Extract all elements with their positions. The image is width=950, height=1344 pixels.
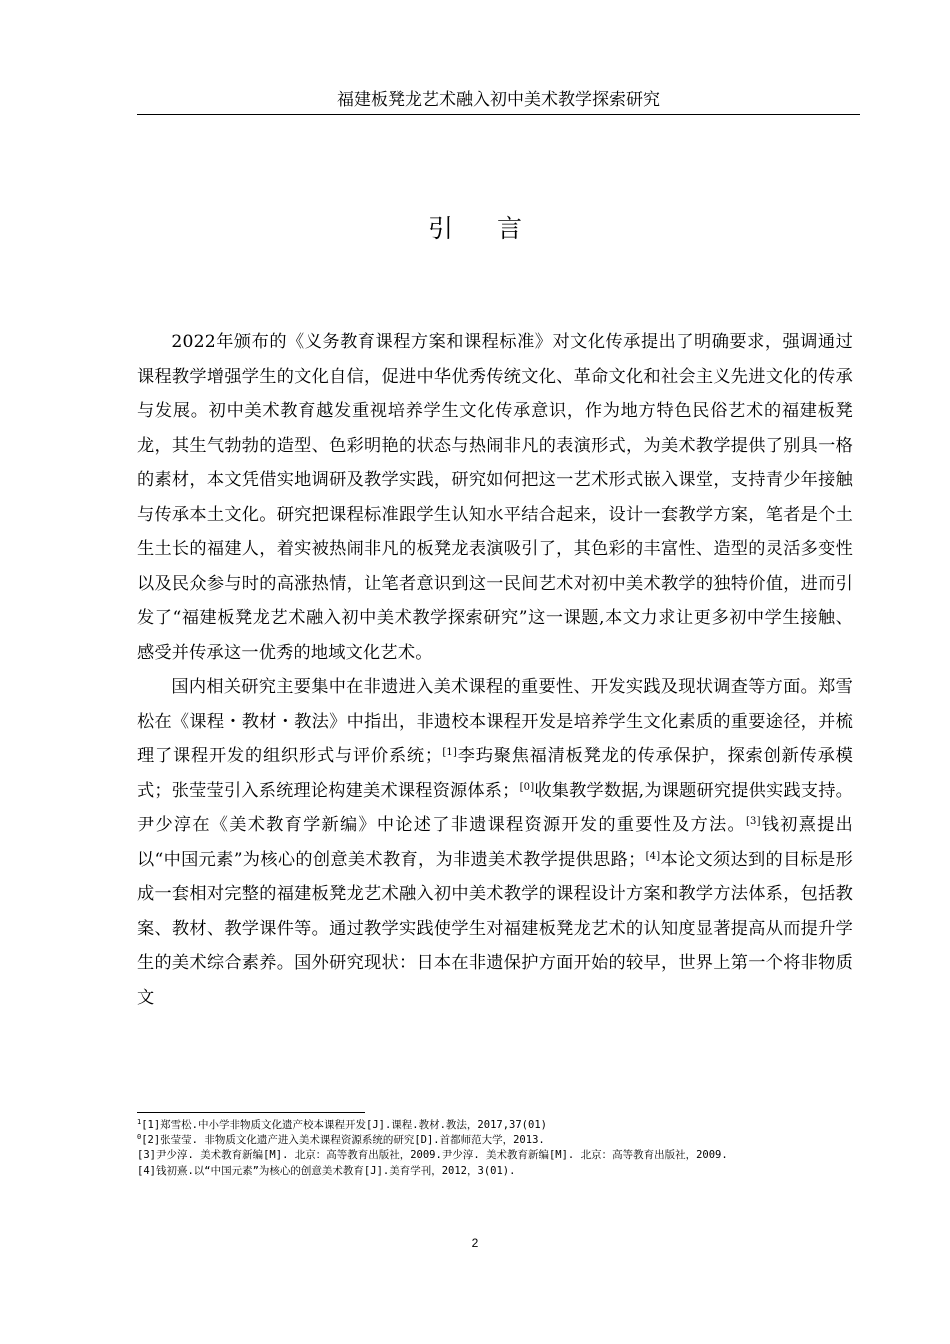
page-number: 2 xyxy=(471,1236,479,1250)
body-text xyxy=(137,325,853,1015)
paragraph-2-text: 收集教学数据,为课题研究提供实践支持。尹少淳在《美术教育学新编》中论述了非遗课程资源开发的重要性及方法。 xyxy=(137,780,853,835)
footnote-2 xyxy=(137,1133,853,1148)
header-rule xyxy=(137,114,860,115)
footnote-text: [3]尹少淳. 美术教育新编[M]. 北京：高等教育出版社，2009.尹少淳. 美术教育新编[M]. 北京：高等教育出版社，2009. xyxy=(137,1149,728,1162)
section-title: 引言 xyxy=(427,214,566,243)
paragraph-2-text: 钱初熹提出以“中国元素”为核心的创意美术教育，为非遗美术教学提供思路； xyxy=(137,815,853,870)
paragraph-2-text: 李玙聚焦福清板凳龙的传承保护，探索创新传承模式；张莹莹引入系统理论构建美术课程资源体系； xyxy=(137,746,853,801)
footnote-4 xyxy=(137,1164,853,1179)
paragraph-2-text: 本论文须达到的目标是形成一套相对完整的福建板凳龙艺术融入初中美术教学的课程设计方案和教学方法体系，包括教案、教材、教学课件等。通过教学实践使学生对福建板凳龙艺术的认知度显著提高从而提升学生的美术综合素养。国外研究现状：日本在非遗保护方面开始的较早，世界上第一个将非物质文 xyxy=(137,849,854,1008)
footnotes xyxy=(137,1118,853,1179)
footnote-mark: 0 xyxy=(137,1133,142,1142)
footnote-text: [1]郑雪松.中小学非物质文化遗产校本课程开发[J].课程.教材.教法，2017,37(01) xyxy=(141,1119,547,1131)
footnote-text: [2]张莹莹. 非物质文化遗产进入美术课程资源系统的研究[D].首都师范大学，2013. xyxy=(141,1134,545,1147)
paragraph-1: 2022年颁布的《义务教育课程方案和课程标准》对文化传承提出了明确要求，强调通过课程教学增强学生的文化自信，促进中华优秀传统文化、革命文化和社会主义先进文化的传承与发展。初中美术教育越发重视培养学生文化传承意识，作为地方特色民俗艺术的福建板凳龙，其生气勃勃的造型、色彩明艳的状态与热闹非凡的表演形式，为美术教学提供了别具一格的素材，本文凭借实地调研及教学实践，研究如何把这一艺术形式嵌入课堂，支持青少年接触与传承本土文化。研究把课程标准跟学生认知水平结合起来，设计一套教学方案，笔者是个土生土长的福建人，着实被热闹非凡的板凳龙表演吸引了，其色彩的丰富性、造型的灵活多变性以及民众参与时的高涨热情，让笔者意识到这一民间艺术对初中美术教学的独特价值，进而引发了“福建板凳龙艺术融入初中美术教学探索研究”这一课题,本文力求让更多初中学生接触、感受并传承这一优秀的地域文化艺术。 xyxy=(137,332,853,663)
citation-ref-1[interactable]: [1] xyxy=(442,747,458,758)
citation-ref-4[interactable]: [4] xyxy=(645,850,661,862)
footnote-1 xyxy=(137,1118,853,1133)
footnote-3 xyxy=(137,1148,853,1163)
citation-ref-2[interactable]: [0] xyxy=(519,781,535,793)
footnote-mark: 1 xyxy=(137,1118,142,1126)
running-header: 福建板凳龙艺术融入初中美术教学探索研究 xyxy=(337,90,660,110)
paragraph-2 xyxy=(137,670,853,1015)
paragraph-2-text: 国内相关研究主要集中在非遗进入美术课程的重要性、开发实践及现状调查等方面。郑雪松在《课程・教材・教法》中指出，非遗校本课程开发是培养学生文化素质的重要途径，并梳理了课程开发的组织形式与评价系统； xyxy=(137,677,853,766)
citation-ref-3[interactable]: [3] xyxy=(745,816,761,827)
footnote-text: [4]钱初熹.以“中国元素”为核心的创意美术教育[J].美育学刊，2012，3(01). xyxy=(137,1164,516,1177)
footnote-rule xyxy=(137,1112,365,1113)
